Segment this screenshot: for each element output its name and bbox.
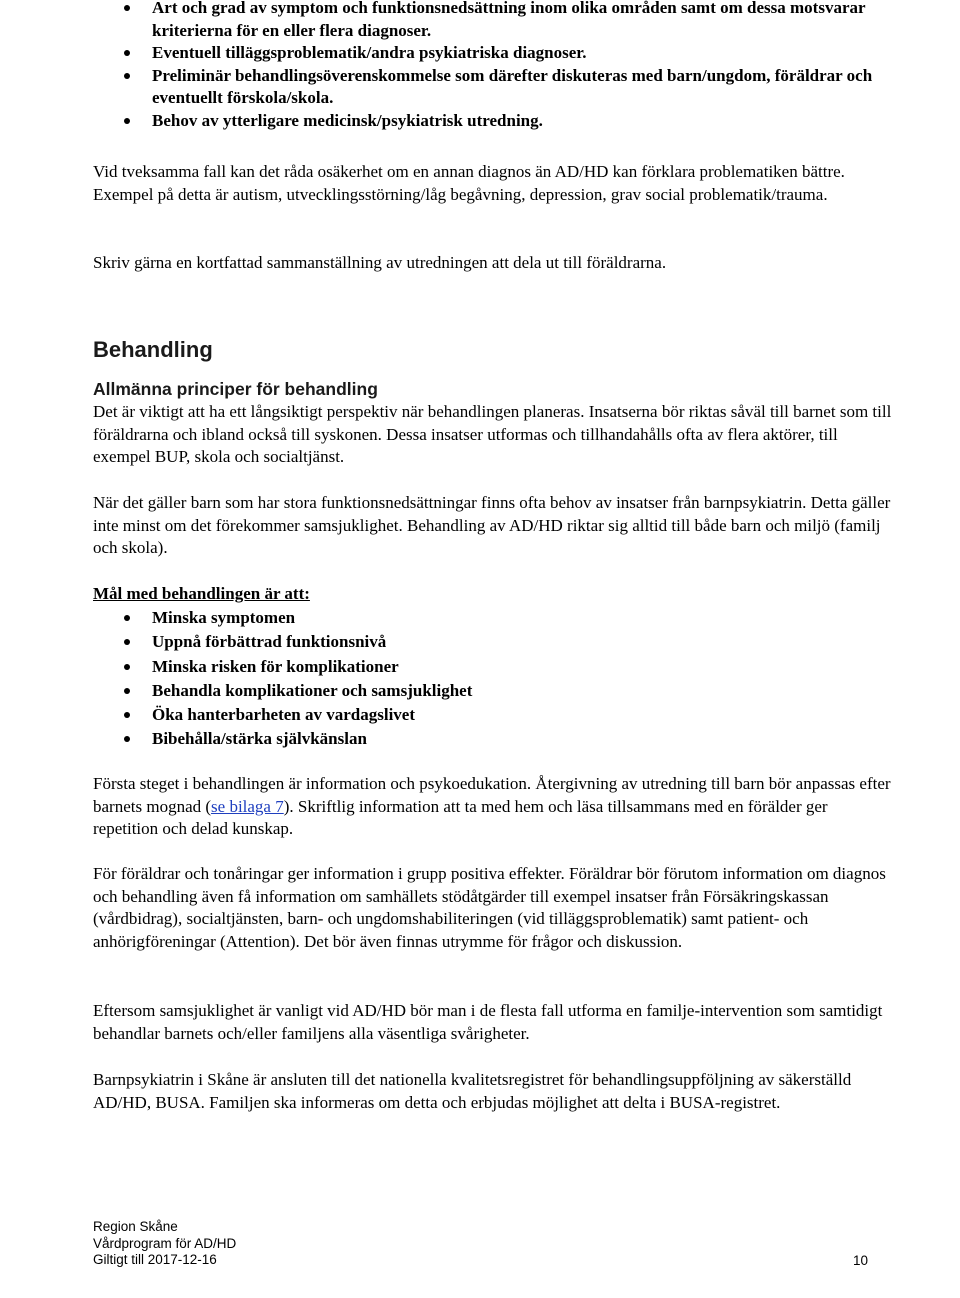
list-item: Bibehålla/stärka självkänslan [93, 728, 893, 752]
bullet-icon [124, 50, 130, 56]
list-item: Preliminär behandlingsöverenskommelse som därefter diskuteras med barn/ungdom, föräldrar och eventuellt förskola/skola. [93, 65, 893, 110]
paragraph-principles: Det är viktigt att ha ett långsiktigt perspektiv när behandlingen planeras. Insatserna bör riktas såväl till barnet som till föräldrarna och ibland också till syskonen. Dessa insatser utformas och tillhandahålls ofta av flera aktörer, till exempel BUP, skola och socialtjänst. [93, 402, 892, 466]
paragraph-uncertainty: Vid tveksamma fall kan det råda osäkerhet om en annan diagnos än AD/HD kan förklara problematiken bättre. Exempel på detta är autism, utvecklingsstörning/låg begåvning, depression, grav social problematik/trauma. [93, 162, 845, 204]
page-footer [93, 1219, 868, 1269]
page-number: 10 [852, 1253, 868, 1268]
list-item: Behov av ytterligare medicinsk/psykiatrisk utredning. [93, 110, 893, 133]
bullet-icon [124, 664, 130, 670]
bullet-icon [124, 736, 130, 742]
footer-document-title: Vårdprogram för AD/HD [93, 1235, 237, 1251]
footer-organization: Region Skåne [93, 1219, 178, 1234]
list-item: Öka hanterbarheten av vardagslivet [93, 704, 893, 728]
bullet-icon [124, 688, 130, 694]
paragraph-first-step: Första steget i behandlingen är information och psykoedukation. Återgivning av utredning till barn bör anpassas efter barnets mognad (se bilaga 7). Skriftlig information att ta med hem och läsa tillsammans med en förälder ger repetition och delad kunskap. [93, 774, 891, 838]
paragraph-family-intervention: Eftersom samsjuklighet är vanligt vid AD/HD bör man i de flesta fall utforma en familje-intervention som samtidigt behandlar barnets och/eller familjens alla väsentliga svårigheter. [93, 1001, 883, 1043]
paragraph-parents: För föräldrar och tonåringar ger information i grupp positiva effekter. Föräldrar bör förutom information om diagnos och behandling även få information om samhällets stödåtgärder till exempel insatser från Försäkringskassan (vårdbidrag), socialtjänsten, barn- och ungdomshabiliteringen (vid tilläggsproblematik) samt patient- och anhörigföreningar (Attention). Det bör även finnas utrymme för frågor och diskussion. [93, 864, 886, 951]
bullet-icon [124, 73, 130, 79]
assessment-bullet-list [93, 0, 893, 132]
list-item: Art och grad av symptom och funktionsnedsättning inom olika områden samt om dessa motsvarar kriterierna för en eller flera diagnoser. [93, 0, 893, 42]
appendix-7-link[interactable]: se bilaga 7 [211, 796, 284, 816]
subheading: Allmänna principer för behandling [93, 379, 378, 399]
bullet-icon [124, 5, 130, 11]
paragraph-summary: Skriv gärna en kortfattad sammanställning av utredningen att dela ut till föräldrarna. [93, 253, 667, 272]
paragraph-busa: Barnpsykiatrin i Skåne är ansluten till det nationella kvalitetsregistret för behandlingsuppföljning av säkerställd AD/HD, BUSA. Familjen ska informeras om detta och erbjudas möjlighet att delta i BUSA-registret. [93, 1070, 852, 1112]
bullet-icon [124, 118, 130, 124]
paragraph-needs: När det gäller barn som har stora funktionsnedsättningar finns ofta behov av insatser från barnpsykiatrin. Detta gäller inte minst om det förekommer samsjuklighet. Behandling av AD/HD riktar sig alltid till både barn och miljö (familj och skola). [93, 493, 891, 557]
section-heading: Behandling [93, 337, 213, 362]
list-item: Minska symptomen [93, 607, 893, 631]
list-item: Eventuell tilläggsproblematik/andra psykiatriska diagnoser. [93, 42, 893, 65]
list-item: Uppnå förbättrad funktionsnivå [93, 631, 893, 655]
bullet-icon [124, 639, 130, 645]
goals-title: Mål med behandlingen är att: [93, 584, 310, 603]
bullet-icon [124, 615, 130, 621]
bullet-icon [124, 712, 130, 718]
list-item: Behandla komplikationer och samsjuklighet [93, 680, 893, 704]
list-item: Minska risken för komplikationer [93, 656, 893, 680]
footer-valid-until: Giltigt till 2017-12-16 [93, 1252, 217, 1267]
goals-list [93, 607, 893, 753]
